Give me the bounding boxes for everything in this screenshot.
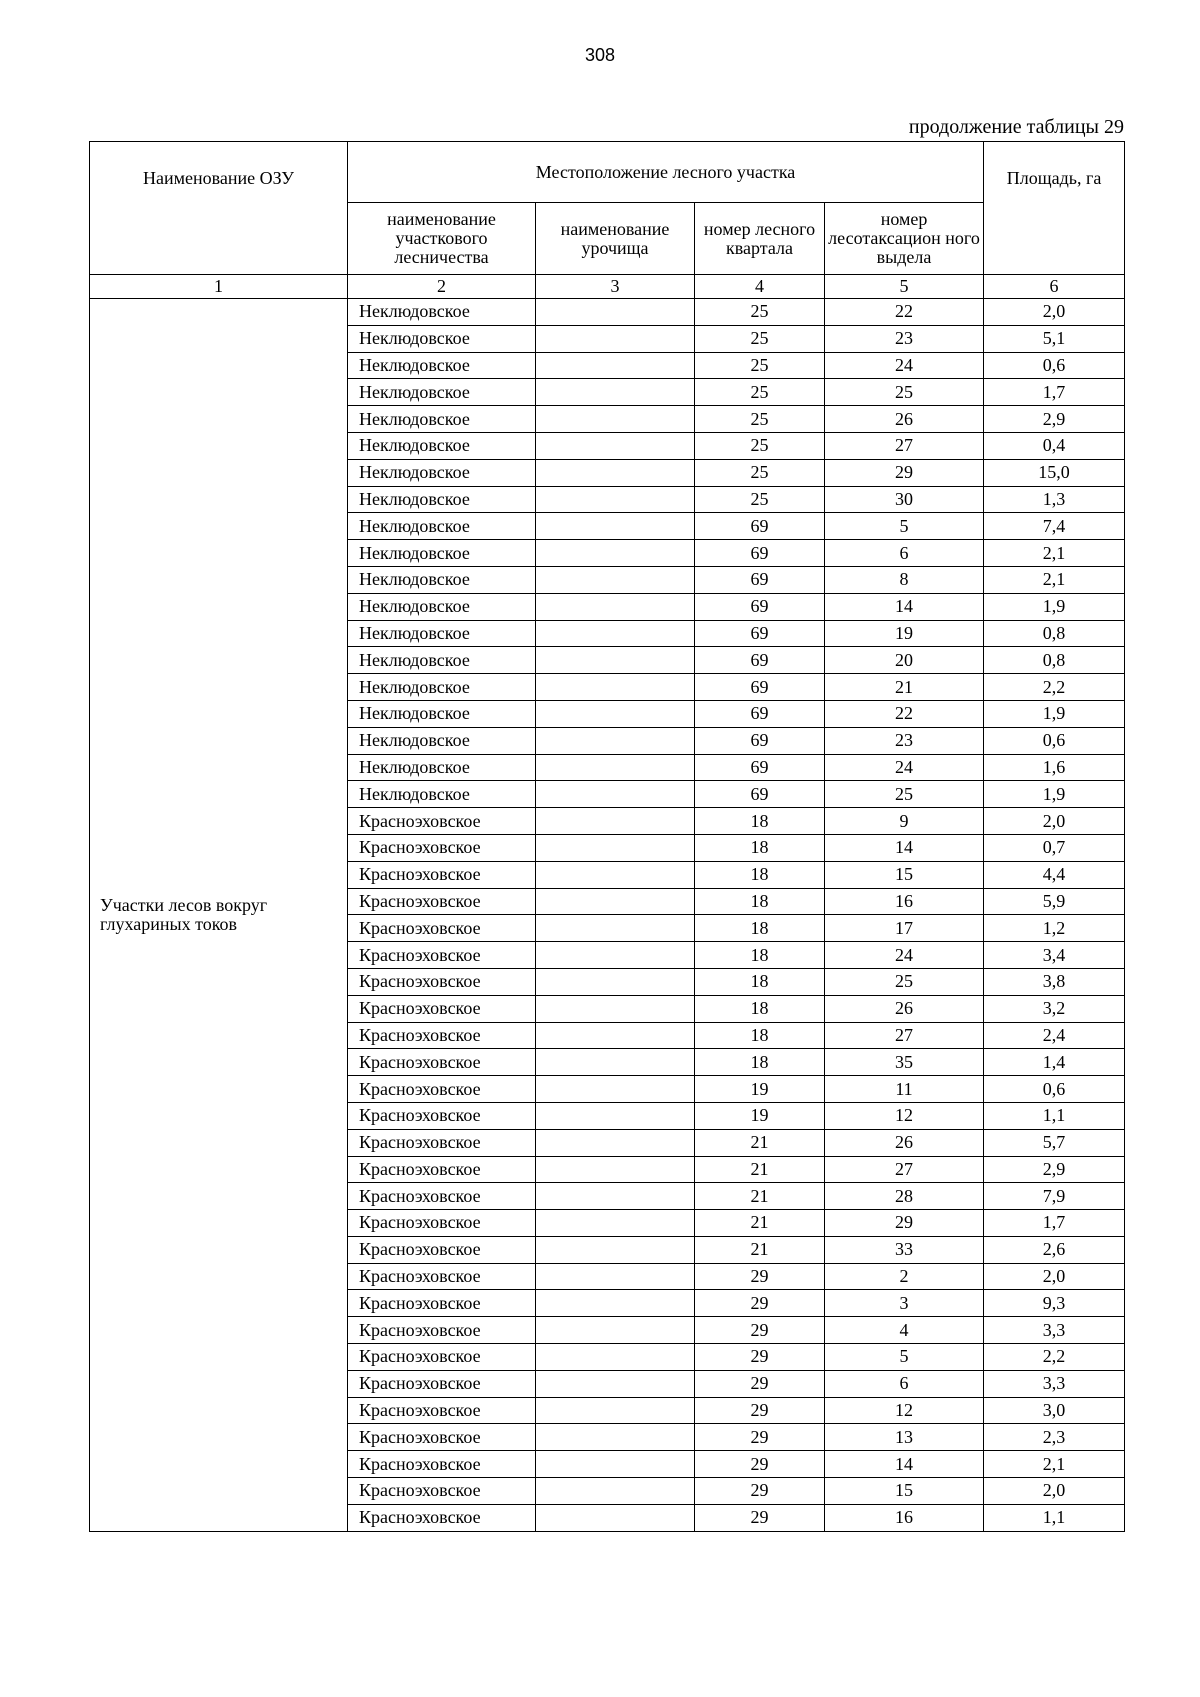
quarter-cell: 29 — [695, 1317, 825, 1344]
quarter-cell: 69 — [695, 566, 825, 593]
allotment-cell: 24 — [825, 754, 984, 781]
column-number: 1 — [90, 275, 348, 299]
tract-cell — [536, 1022, 695, 1049]
area-cell: 1,9 — [984, 781, 1125, 808]
forestry-cell: Неклюдовское — [348, 459, 536, 486]
allotment-cell: 25 — [825, 968, 984, 995]
forestry-cell: Неклюдовское — [348, 540, 536, 567]
area-cell: 1,4 — [984, 1049, 1125, 1076]
area-cell: 0,6 — [984, 1076, 1125, 1103]
allotment-cell: 5 — [825, 1344, 984, 1371]
tract-cell — [536, 1156, 695, 1183]
table-row — [90, 299, 1125, 326]
tract-cell — [536, 593, 695, 620]
allotment-cell: 17 — [825, 915, 984, 942]
area-cell: 2,0 — [984, 808, 1125, 835]
allotment-cell: 13 — [825, 1424, 984, 1451]
forestry-cell: Красноэховское — [348, 808, 536, 835]
tract-cell — [536, 1129, 695, 1156]
forestry-cell: Красноэховское — [348, 1183, 536, 1210]
allotment-cell: 14 — [825, 593, 984, 620]
forestry-cell: Неклюдовское — [348, 432, 536, 459]
area-cell: 2,1 — [984, 566, 1125, 593]
forestry-cell: Красноэховское — [348, 1397, 536, 1424]
area-cell: 0,8 — [984, 647, 1125, 674]
forestry-cell: Красноэховское — [348, 888, 536, 915]
allotment-cell: 27 — [825, 432, 984, 459]
forestry-cell: Красноэховское — [348, 1156, 536, 1183]
quarter-cell: 69 — [695, 674, 825, 701]
tract-cell — [536, 459, 695, 486]
column-number-row — [90, 275, 1125, 299]
allotment-cell: 2 — [825, 1263, 984, 1290]
tract-cell — [536, 1263, 695, 1290]
quarter-cell: 18 — [695, 1049, 825, 1076]
forestry-cell: Неклюдовское — [348, 352, 536, 379]
allotment-cell: 5 — [825, 513, 984, 540]
tract-cell — [536, 727, 695, 754]
area-cell: 1,1 — [984, 1102, 1125, 1129]
area-cell: 1,9 — [984, 593, 1125, 620]
forestry-cell: Красноэховское — [348, 1344, 536, 1371]
area-cell: 2,2 — [984, 674, 1125, 701]
area-cell: 2,9 — [984, 406, 1125, 433]
area-cell: 4,4 — [984, 861, 1125, 888]
tract-cell — [536, 1504, 695, 1531]
forestry-cell: Красноэховское — [348, 995, 536, 1022]
allotment-cell: 35 — [825, 1049, 984, 1076]
column-number: 5 — [825, 275, 984, 299]
area-cell: 2,0 — [984, 1263, 1125, 1290]
area-cell: 1,7 — [984, 379, 1125, 406]
allotment-cell: 6 — [825, 540, 984, 567]
allotment-cell: 6 — [825, 1370, 984, 1397]
forestry-cell: Неклюдовское — [348, 299, 536, 326]
tract-cell — [536, 486, 695, 513]
tract-cell — [536, 1076, 695, 1103]
forestry-cell: Неклюдовское — [348, 674, 536, 701]
tract-cell — [536, 566, 695, 593]
tract-cell — [536, 1183, 695, 1210]
tract-cell — [536, 1424, 695, 1451]
quarter-cell: 69 — [695, 513, 825, 540]
header-forestry-name: наименование участкового лесничества — [348, 203, 536, 275]
quarter-cell: 21 — [695, 1183, 825, 1210]
area-cell: 5,9 — [984, 888, 1125, 915]
allotment-cell: 16 — [825, 1504, 984, 1531]
forestry-cell: Неклюдовское — [348, 727, 536, 754]
tract-cell — [536, 781, 695, 808]
quarter-cell: 18 — [695, 915, 825, 942]
forestry-cell: Неклюдовское — [348, 566, 536, 593]
area-cell: 0,8 — [984, 620, 1125, 647]
header-allotment-number: номер лесотаксацион ного выдела — [825, 203, 984, 275]
allotment-cell: 9 — [825, 808, 984, 835]
allotment-cell: 14 — [825, 1451, 984, 1478]
allotment-cell: 28 — [825, 1183, 984, 1210]
quarter-cell: 69 — [695, 647, 825, 674]
area-cell: 1,1 — [984, 1504, 1125, 1531]
area-cell: 2,0 — [984, 299, 1125, 326]
column-number: 3 — [536, 275, 695, 299]
allotment-cell: 20 — [825, 647, 984, 674]
forestry-cell: Неклюдовское — [348, 700, 536, 727]
forestry-cell: Красноэховское — [348, 942, 536, 969]
tract-cell — [536, 808, 695, 835]
area-cell: 1,2 — [984, 915, 1125, 942]
allotment-cell: 21 — [825, 674, 984, 701]
area-cell: 2,6 — [984, 1236, 1125, 1263]
table-continuation-label: продолжение таблицы 29 — [908, 116, 1124, 138]
tract-cell — [536, 432, 695, 459]
quarter-cell: 69 — [695, 540, 825, 567]
forestry-cell: Красноэховское — [348, 1022, 536, 1049]
ozu-name-cell: Участки лесов вокруг глухариных токов — [90, 299, 348, 1532]
area-cell: 2,2 — [984, 1344, 1125, 1371]
allotment-cell: 26 — [825, 995, 984, 1022]
allotment-cell: 11 — [825, 1076, 984, 1103]
allotment-cell: 25 — [825, 781, 984, 808]
allotment-cell: 8 — [825, 566, 984, 593]
allotment-cell: 22 — [825, 299, 984, 326]
area-cell: 7,4 — [984, 513, 1125, 540]
quarter-cell: 29 — [695, 1424, 825, 1451]
allotment-cell: 19 — [825, 620, 984, 647]
forestry-cell: Неклюдовское — [348, 781, 536, 808]
forestry-cell: Красноэховское — [348, 1236, 536, 1263]
table-body — [90, 299, 1125, 1532]
quarter-cell: 29 — [695, 1478, 825, 1505]
area-cell: 3,8 — [984, 968, 1125, 995]
allotment-cell: 23 — [825, 727, 984, 754]
quarter-cell: 69 — [695, 754, 825, 781]
allotment-cell: 24 — [825, 352, 984, 379]
area-cell: 3,4 — [984, 942, 1125, 969]
forestry-cell: Неклюдовское — [348, 754, 536, 781]
allotment-cell: 26 — [825, 406, 984, 433]
area-cell: 0,4 — [984, 432, 1125, 459]
allotment-cell: 22 — [825, 700, 984, 727]
column-number: 4 — [695, 275, 825, 299]
tract-cell — [536, 1370, 695, 1397]
tract-cell — [536, 540, 695, 567]
allotment-cell: 24 — [825, 942, 984, 969]
quarter-cell: 18 — [695, 834, 825, 861]
tract-cell — [536, 406, 695, 433]
area-cell: 2,0 — [984, 1478, 1125, 1505]
tract-cell — [536, 915, 695, 942]
area-cell: 9,3 — [984, 1290, 1125, 1317]
area-cell: 2,1 — [984, 1451, 1125, 1478]
tract-cell — [536, 1210, 695, 1237]
forestry-cell: Красноэховское — [348, 915, 536, 942]
area-cell: 2,9 — [984, 1156, 1125, 1183]
tract-cell — [536, 1102, 695, 1129]
tract-cell — [536, 995, 695, 1022]
quarter-cell: 19 — [695, 1102, 825, 1129]
quarter-cell: 29 — [695, 1397, 825, 1424]
forestry-cell: Неклюдовское — [348, 620, 536, 647]
column-number: 6 — [984, 275, 1125, 299]
area-cell: 3,2 — [984, 995, 1125, 1022]
forestry-cell: Красноэховское — [348, 968, 536, 995]
quarter-cell: 21 — [695, 1236, 825, 1263]
tract-cell — [536, 834, 695, 861]
quarter-cell: 25 — [695, 459, 825, 486]
area-cell: 1,7 — [984, 1210, 1125, 1237]
quarter-cell: 19 — [695, 1076, 825, 1103]
quarter-cell: 25 — [695, 299, 825, 326]
allotment-cell: 15 — [825, 861, 984, 888]
quarter-cell: 18 — [695, 942, 825, 969]
forestry-cell: Красноэховское — [348, 1370, 536, 1397]
area-cell: 2,3 — [984, 1424, 1125, 1451]
forestry-cell: Неклюдовское — [348, 379, 536, 406]
header-area: Площадь, га — [984, 142, 1125, 275]
header-ozu-name: Наименование ОЗУ — [90, 142, 348, 275]
forest-plots-table — [89, 141, 1125, 1532]
tract-cell — [536, 1397, 695, 1424]
area-cell: 5,1 — [984, 325, 1125, 352]
forestry-cell: Красноэховское — [348, 1478, 536, 1505]
forestry-cell: Красноэховское — [348, 1049, 536, 1076]
forestry-cell: Красноэховское — [348, 1317, 536, 1344]
page-number: 308 — [584, 45, 616, 65]
forestry-cell: Неклюдовское — [348, 406, 536, 433]
allotment-cell: 4 — [825, 1317, 984, 1344]
tract-cell — [536, 1290, 695, 1317]
tract-cell — [536, 325, 695, 352]
tract-cell — [536, 942, 695, 969]
forestry-cell: Неклюдовское — [348, 647, 536, 674]
quarter-cell: 18 — [695, 1022, 825, 1049]
tract-cell — [536, 620, 695, 647]
quarter-cell: 21 — [695, 1129, 825, 1156]
tract-cell — [536, 352, 695, 379]
forestry-cell: Красноэховское — [348, 1451, 536, 1478]
allotment-cell: 14 — [825, 834, 984, 861]
forestry-cell: Красноэховское — [348, 1129, 536, 1156]
tract-cell — [536, 700, 695, 727]
quarter-cell: 29 — [695, 1263, 825, 1290]
forestry-cell: Красноэховское — [348, 1210, 536, 1237]
allotment-cell: 26 — [825, 1129, 984, 1156]
area-cell: 2,1 — [984, 540, 1125, 567]
tract-cell — [536, 647, 695, 674]
forestry-cell: Неклюдовское — [348, 486, 536, 513]
allotment-cell: 29 — [825, 459, 984, 486]
quarter-cell: 69 — [695, 781, 825, 808]
allotment-cell: 30 — [825, 486, 984, 513]
quarter-cell: 25 — [695, 352, 825, 379]
quarter-cell: 25 — [695, 325, 825, 352]
allotment-cell: 12 — [825, 1397, 984, 1424]
area-cell: 0,7 — [984, 834, 1125, 861]
tract-cell — [536, 1317, 695, 1344]
quarter-cell: 29 — [695, 1451, 825, 1478]
tract-cell — [536, 513, 695, 540]
quarter-cell: 69 — [695, 727, 825, 754]
tract-cell — [536, 888, 695, 915]
forestry-cell: Красноэховское — [348, 1290, 536, 1317]
forestry-cell: Красноэховское — [348, 1076, 536, 1103]
quarter-cell: 29 — [695, 1370, 825, 1397]
quarter-cell: 21 — [695, 1210, 825, 1237]
tract-cell — [536, 1344, 695, 1371]
quarter-cell: 69 — [695, 593, 825, 620]
quarter-cell: 29 — [695, 1344, 825, 1371]
header-location-group: Местоположение лесного участка — [348, 142, 984, 203]
area-cell: 1,3 — [984, 486, 1125, 513]
quarter-cell: 69 — [695, 620, 825, 647]
quarter-cell: 21 — [695, 1156, 825, 1183]
tract-cell — [536, 379, 695, 406]
header-tract-name: наименование урочища — [536, 203, 695, 275]
tract-cell — [536, 299, 695, 326]
allotment-cell: 29 — [825, 1210, 984, 1237]
allotment-cell: 25 — [825, 379, 984, 406]
allotment-cell: 33 — [825, 1236, 984, 1263]
area-cell: 3,0 — [984, 1397, 1125, 1424]
tract-cell — [536, 1451, 695, 1478]
allotment-cell: 12 — [825, 1102, 984, 1129]
forestry-cell: Красноэховское — [348, 1102, 536, 1129]
area-cell: 2,4 — [984, 1022, 1125, 1049]
tract-cell — [536, 1236, 695, 1263]
area-cell: 0,6 — [984, 727, 1125, 754]
area-cell: 3,3 — [984, 1317, 1125, 1344]
quarter-cell: 18 — [695, 888, 825, 915]
forestry-cell: Неклюдовское — [348, 325, 536, 352]
tract-cell — [536, 861, 695, 888]
forestry-cell: Красноэховское — [348, 1504, 536, 1531]
quarter-cell: 69 — [695, 700, 825, 727]
allotment-cell: 3 — [825, 1290, 984, 1317]
quarter-cell: 18 — [695, 861, 825, 888]
allotment-cell: 16 — [825, 888, 984, 915]
forestry-cell: Неклюдовское — [348, 513, 536, 540]
allotment-cell: 27 — [825, 1022, 984, 1049]
forestry-cell: Неклюдовское — [348, 593, 536, 620]
tract-cell — [536, 754, 695, 781]
quarter-cell: 29 — [695, 1290, 825, 1317]
tract-cell — [536, 1478, 695, 1505]
quarter-cell: 29 — [695, 1504, 825, 1531]
header-quarter-number: номер лесного квартала — [695, 203, 825, 275]
quarter-cell: 25 — [695, 406, 825, 433]
allotment-cell: 27 — [825, 1156, 984, 1183]
quarter-cell: 18 — [695, 808, 825, 835]
area-cell: 15,0 — [984, 459, 1125, 486]
forestry-cell: Красноэховское — [348, 834, 536, 861]
allotment-cell: 15 — [825, 1478, 984, 1505]
quarter-cell: 18 — [695, 968, 825, 995]
quarter-cell: 25 — [695, 432, 825, 459]
quarter-cell: 18 — [695, 995, 825, 1022]
area-cell: 3,3 — [984, 1370, 1125, 1397]
tract-cell — [536, 674, 695, 701]
area-cell: 0,6 — [984, 352, 1125, 379]
tract-cell — [536, 1049, 695, 1076]
area-cell: 1,9 — [984, 700, 1125, 727]
column-number: 2 — [348, 275, 536, 299]
area-cell: 1,6 — [984, 754, 1125, 781]
area-cell: 7,9 — [984, 1183, 1125, 1210]
forestry-cell: Красноэховское — [348, 1263, 536, 1290]
forestry-cell: Красноэховское — [348, 1424, 536, 1451]
forestry-cell: Красноэховское — [348, 861, 536, 888]
allotment-cell: 23 — [825, 325, 984, 352]
quarter-cell: 25 — [695, 486, 825, 513]
quarter-cell: 25 — [695, 379, 825, 406]
tract-cell — [536, 968, 695, 995]
area-cell: 5,7 — [984, 1129, 1125, 1156]
